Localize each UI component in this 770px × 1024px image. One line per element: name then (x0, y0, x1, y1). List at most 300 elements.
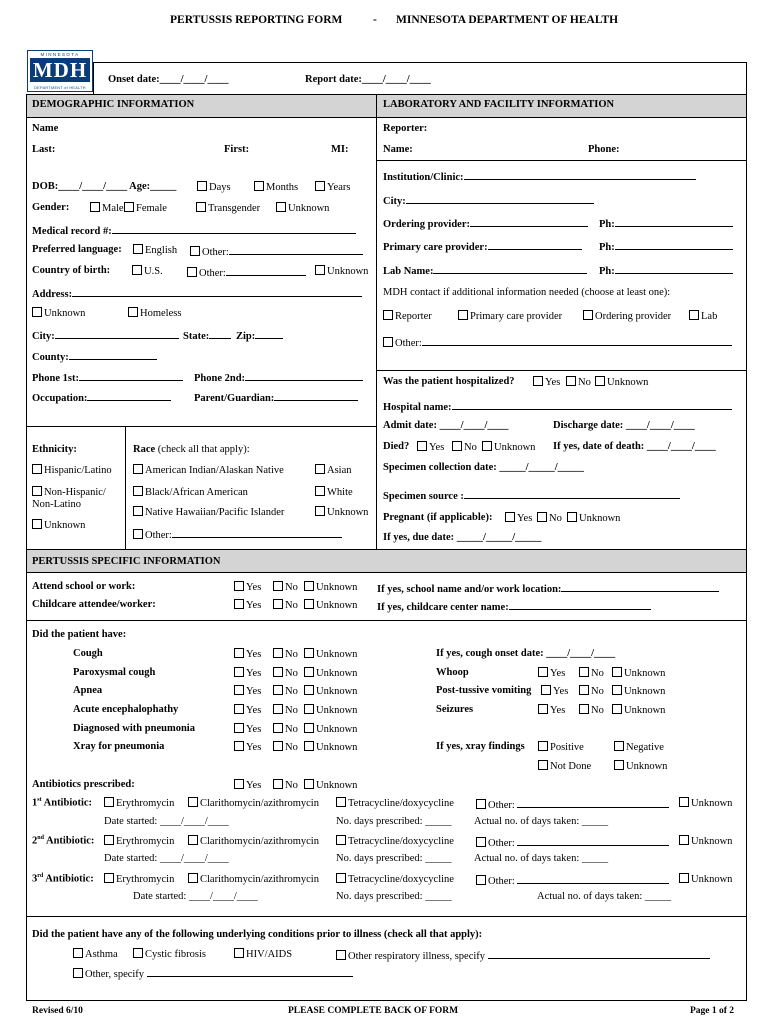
checkbox[interactable] (336, 950, 346, 960)
checkbox[interactable] (133, 244, 143, 254)
country-us-option[interactable]: U.S. (132, 265, 163, 277)
checkbox[interactable] (196, 202, 206, 212)
checkbox[interactable] (234, 723, 244, 733)
whoop-label: Whoop (436, 667, 469, 678)
symptom-label: Paroxysmal cough (73, 667, 156, 678)
line-lab-160 (376, 160, 747, 161)
line-demo-426 (26, 426, 377, 427)
checkbox[interactable] (273, 723, 283, 733)
medical-record-field[interactable]: Medical record #: (32, 223, 356, 237)
checkbox[interactable] (234, 648, 244, 658)
checkbox[interactable] (187, 267, 197, 277)
checkbox[interactable] (383, 337, 393, 347)
age-days-option[interactable]: Days (197, 181, 231, 193)
checkbox[interactable] (234, 685, 244, 695)
city-field[interactable]: City: (32, 328, 179, 342)
checkbox[interactable] (304, 704, 314, 714)
checkbox[interactable] (579, 704, 589, 714)
checkbox[interactable] (104, 797, 114, 807)
primary-care-phone[interactable]: Ph: (599, 239, 733, 253)
race-white-option[interactable]: White (315, 486, 353, 498)
occupation-field[interactable]: Occupation: (32, 390, 171, 404)
conditions-question: Did the patient have any of the following underlying conditions prior to illness (check all that apply): (32, 929, 483, 940)
symptom-no[interactable]: No (273, 704, 298, 716)
checkbox[interactable] (124, 202, 134, 212)
symptom-no[interactable]: No (273, 667, 298, 679)
checkbox[interactable] (336, 835, 346, 845)
post-tussive-unknown[interactable]: Unknown (612, 685, 665, 697)
attend-school-label: Attend school or work: (32, 581, 136, 592)
checkbox[interactable] (32, 519, 42, 529)
mi-field[interactable]: MI: (331, 144, 349, 155)
antibiotic-2-unknown[interactable]: Unknown (679, 835, 732, 847)
discharge-date-field[interactable]: Discharge date: ____/____/____ (553, 420, 695, 431)
logo-bottom-text: DEPARTMENT of HEALTH (34, 86, 86, 90)
checkbox[interactable] (234, 741, 244, 751)
xray-negative[interactable]: Negative (614, 741, 664, 753)
race-nhpi-option[interactable]: Native Hawaiian/Pacific Islander (133, 506, 284, 518)
country-of-birth-label: Country of birth: (32, 265, 111, 276)
checkbox[interactable] (538, 741, 548, 751)
symptom-unknown[interactable]: Unknown (304, 741, 357, 753)
checkbox[interactable] (505, 512, 515, 522)
checkbox[interactable] (315, 506, 325, 516)
dob-age-field[interactable]: DOB:____/____/____ Age:_____ (32, 181, 177, 192)
childcare-label: Childcare attendee/worker: (32, 599, 156, 610)
antibiotic-2-tetracycline[interactable]: Tetracycline/doxycycline (336, 835, 454, 847)
checkbox[interactable] (579, 667, 589, 677)
gender-unknown-option[interactable]: Unknown (276, 202, 329, 214)
symptom-label: Acute encephalophathy (73, 704, 179, 715)
antibiotic-3-clarithromycin[interactable]: Clarithomycin/azithromycin (188, 873, 319, 885)
antibiotic-3-unknown[interactable]: Unknown (679, 873, 732, 885)
mdh-logo (27, 50, 93, 92)
checkbox[interactable] (90, 202, 100, 212)
whoop-yes[interactable]: Yes (538, 667, 565, 679)
symptom-yes[interactable]: Yes (234, 685, 261, 697)
childcare-unknown[interactable]: Unknown (304, 599, 357, 611)
lab-heading: LABORATORY AND FACILITY INFORMATION (383, 99, 615, 110)
frame-left-top (93, 62, 94, 94)
xray-not-done[interactable]: Not Done (538, 760, 591, 772)
onset-date-field[interactable]: Onset date:____/____/____ (108, 74, 229, 85)
primary-care-field[interactable]: Primary care provider: (383, 239, 582, 253)
cough-onset-field[interactable]: If yes, cough onset date: ____/____/____ (436, 648, 616, 659)
checkbox[interactable] (188, 873, 198, 883)
race-black-option[interactable]: Black/African American (133, 486, 248, 498)
race-other-field[interactable]: Other: (133, 527, 342, 541)
childcare-no[interactable]: No (273, 599, 298, 611)
race-unknown-option[interactable]: Unknown (315, 506, 368, 518)
form-title: PERTUSSIS REPORTING FORM (170, 14, 343, 26)
antibiotic-2-other[interactable]: Other: (476, 835, 669, 849)
antibiotic-3-other[interactable]: Other: (476, 873, 669, 887)
condition-other-respiratory[interactable]: Other respiratory illness, specify (336, 948, 710, 962)
condition-hiv[interactable]: HIV/AIDS (234, 948, 292, 960)
checkbox[interactable] (133, 948, 143, 958)
institution-field[interactable]: Institution/Clinic: (383, 169, 696, 183)
died-unknown[interactable]: Unknown (482, 441, 535, 453)
checkbox[interactable] (133, 506, 143, 516)
address-homeless-option[interactable]: Homeless (128, 307, 181, 319)
antibiotics-no[interactable]: No (273, 779, 298, 791)
checkbox[interactable] (315, 265, 325, 275)
age-years-option[interactable]: Years (315, 181, 350, 193)
ethnicity-unknown-option[interactable]: Unknown (32, 519, 85, 531)
specimen-source-field[interactable]: Specimen source : (383, 488, 680, 502)
checkbox[interactable] (273, 741, 283, 751)
symptom-yes[interactable]: Yes (234, 648, 261, 660)
checkbox[interactable] (458, 310, 468, 320)
hospitalized-unknown[interactable]: Unknown (595, 376, 648, 388)
seizures-no[interactable]: No (579, 704, 604, 716)
ordering-provider-phone[interactable]: Ph: (599, 216, 733, 230)
antibiotic-2-erythromycin[interactable]: Erythromycin (104, 835, 174, 847)
frame-top (93, 62, 747, 63)
checkbox[interactable] (614, 760, 624, 770)
checkbox[interactable] (273, 685, 283, 695)
checkbox[interactable] (273, 599, 283, 609)
symptom-no[interactable]: No (273, 723, 298, 735)
checkbox[interactable] (234, 581, 244, 591)
checkbox[interactable] (612, 667, 622, 677)
reporter-name-field[interactable]: Name: (383, 144, 413, 155)
checkbox[interactable] (132, 265, 142, 275)
childcare-name-field[interactable]: If yes, childcare center name: (377, 599, 651, 613)
checkbox[interactable] (383, 310, 393, 320)
ethnicity-non-hispanic-option[interactable]: Non-Hispanic/ (32, 486, 106, 498)
checkbox[interactable] (304, 648, 314, 658)
checkbox[interactable] (452, 441, 462, 451)
checkbox[interactable] (304, 667, 314, 677)
symptom-unknown[interactable]: Unknown (304, 648, 357, 660)
contact-pcp-option[interactable]: Primary care provider (458, 310, 562, 322)
line-572 (26, 572, 747, 573)
column-divider (376, 94, 377, 549)
antibiotic-3-tetracycline[interactable]: Tetracycline/doxycycline (336, 873, 454, 885)
reporter-label: Reporter: (383, 123, 428, 134)
symptom-yes[interactable]: Yes (234, 723, 261, 735)
line-94 (26, 94, 747, 95)
checkbox[interactable] (128, 307, 138, 317)
checkbox[interactable] (541, 685, 551, 695)
checkbox[interactable] (32, 307, 42, 317)
hospitalized-no[interactable]: No (566, 376, 591, 388)
ordering-provider-field[interactable]: Ordering provider: (383, 216, 588, 230)
line-117 (26, 117, 747, 118)
symptom-unknown[interactable]: Unknown (304, 723, 357, 735)
symptom-unknown[interactable]: Unknown (304, 667, 357, 679)
checkbox[interactable] (304, 779, 314, 789)
line-lab-370 (376, 370, 747, 371)
admit-date-field[interactable]: Admit date: ____/____/____ (383, 420, 509, 431)
whoop-no[interactable]: No (579, 667, 604, 679)
xray-findings-label: If yes, xray findings (436, 741, 525, 752)
checkbox[interactable] (273, 648, 283, 658)
checkbox[interactable] (315, 486, 325, 496)
hospital-name-field[interactable]: Hospital name: (383, 399, 732, 413)
lab-phone-field[interactable]: Ph: (599, 263, 733, 277)
symptom-no[interactable]: No (273, 685, 298, 697)
symptom-label: Apnea (73, 685, 103, 696)
specimen-date-field[interactable]: Specimen collection date: _____/_____/_____ (383, 462, 584, 473)
ethnicity-non-hispanic-line2: Non-Latino (32, 499, 81, 510)
page-number: Page 1 of 2 (690, 1006, 735, 1016)
checkbox[interactable] (679, 835, 689, 845)
language-other-field[interactable]: Other: (190, 244, 363, 258)
checkbox[interactable] (133, 464, 143, 474)
checkbox[interactable] (104, 873, 114, 883)
checkbox[interactable] (104, 835, 114, 845)
gender-male-option[interactable]: Male (90, 202, 124, 214)
did-patient-have-label: Did the patient have: (32, 629, 127, 640)
race-asian-option[interactable]: Asian (315, 464, 352, 476)
antibiotic-3-actual-days[interactable]: Actual no. of days taken: _____ (537, 891, 672, 902)
checkbox[interactable] (234, 948, 244, 958)
seizures-yes[interactable]: Yes (538, 704, 565, 716)
revised-date: Revised 6/10 (32, 1006, 83, 1016)
checkbox[interactable] (133, 486, 143, 496)
checkbox[interactable] (273, 581, 283, 591)
checkbox[interactable] (336, 873, 346, 883)
report-date-field[interactable]: Report date:____/____/____ (305, 74, 431, 85)
checkbox[interactable] (538, 667, 548, 677)
zip-field[interactable]: Zip: (236, 328, 283, 342)
contact-ordering-option[interactable]: Ordering provider (583, 310, 671, 322)
antibiotic-1-tetracycline[interactable]: Tetracycline/doxycycline (336, 797, 454, 809)
hospitalized-row: Was the patient hospitalized? (383, 376, 515, 387)
seizures-unknown[interactable]: Unknown (612, 704, 665, 716)
checkbox[interactable] (482, 441, 492, 451)
checkbox[interactable] (234, 704, 244, 714)
pregnant-no[interactable]: No (537, 512, 562, 524)
checkbox[interactable] (304, 599, 314, 609)
died-no[interactable]: No (452, 441, 477, 453)
checkbox[interactable] (566, 376, 576, 386)
seizures-label: Seizures (436, 704, 474, 715)
condition-asthma[interactable]: Asthma (73, 948, 118, 960)
school-yes[interactable]: Yes (234, 581, 261, 593)
antibiotic-1-date-started[interactable]: Date started: ____/____/____ (104, 816, 229, 827)
checkbox[interactable] (315, 181, 325, 191)
checkbox[interactable] (73, 968, 83, 978)
symptom-no[interactable]: No (273, 741, 298, 753)
ethnicity-label: Ethnicity: (32, 444, 77, 455)
phone1-field[interactable]: Phone 1st: (32, 370, 183, 384)
checkbox[interactable] (538, 704, 548, 714)
date-of-death-field[interactable]: If yes, date of death: ____/____/____ (553, 441, 716, 452)
phone2-field[interactable]: Phone 2nd: (194, 370, 363, 384)
antibiotic-2-date-started[interactable]: Date started: ____/____/____ (104, 853, 229, 864)
died-row: Died? (383, 441, 410, 452)
frame-right (746, 62, 747, 1000)
checkbox[interactable] (254, 181, 264, 191)
hospitalized-yes[interactable]: Yes (533, 376, 560, 388)
checkbox[interactable] (234, 667, 244, 677)
county-field[interactable]: County: (32, 349, 157, 363)
xray-positive[interactable]: Positive (538, 741, 584, 753)
name-label: Name (32, 123, 59, 134)
checkbox[interactable] (273, 779, 283, 789)
checkbox[interactable] (612, 685, 622, 695)
country-other-field[interactable]: Other: (187, 265, 306, 279)
address-unknown-option[interactable]: Unknown (32, 307, 85, 319)
frame-left (26, 94, 27, 1000)
checkbox[interactable] (273, 667, 283, 677)
checkbox[interactable] (188, 835, 198, 845)
logo-main-text: MDH (30, 58, 90, 82)
checkbox[interactable] (234, 779, 244, 789)
checkbox[interactable] (614, 741, 624, 751)
antibiotic-3-label: 3rd Antibiotic: (32, 873, 94, 885)
antibiotics-label: Antibiotics prescribed: (32, 779, 135, 790)
antibiotic-1-erythromycin[interactable]: Erythromycin (104, 797, 174, 809)
checkbox[interactable] (315, 464, 325, 474)
state-field[interactable]: State: (183, 328, 231, 342)
checkbox[interactable] (304, 581, 314, 591)
school-no[interactable]: No (273, 581, 298, 593)
condition-cf[interactable]: Cystic fibrosis (133, 948, 206, 960)
antibiotic-3-days-prescribed[interactable]: No. days prescribed: _____ (336, 891, 452, 902)
age-months-option[interactable]: Months (254, 181, 298, 193)
demographic-heading: DEMOGRAPHIC INFORMATION (32, 99, 195, 110)
died-yes[interactable]: Yes (417, 441, 444, 453)
post-tussive-label: Post-tussive vomiting (436, 685, 532, 696)
symptom-yes[interactable]: Yes (234, 741, 261, 753)
race-label: Race (check all that apply): (133, 444, 250, 455)
contact-reporter-option[interactable]: Reporter (383, 310, 432, 322)
checkbox[interactable] (679, 873, 689, 883)
antibiotic-2-label: 2nd Antibiotic: (32, 835, 95, 847)
language-english-option[interactable]: English (133, 244, 177, 256)
checkbox[interactable] (679, 797, 689, 807)
checkbox[interactable] (538, 760, 548, 770)
symptom-unknown[interactable]: Unknown (304, 685, 357, 697)
antibiotic-1-days-prescribed[interactable]: No. days prescribed: _____ (336, 816, 452, 827)
antibiotics-yes[interactable]: Yes (234, 779, 261, 791)
antibiotic-1-label: 1st Antibiotic: (32, 797, 93, 809)
checkbox[interactable] (32, 486, 42, 496)
mdh-contact-label: MDH contact if additional information needed (choose at least one): (383, 287, 671, 298)
post-tussive-no[interactable]: No (579, 685, 604, 697)
checkbox[interactable] (73, 948, 83, 958)
gender-label: Gender: (32, 202, 70, 213)
checkbox[interactable] (533, 376, 543, 386)
line-549 (26, 549, 747, 550)
checkbox[interactable] (537, 512, 547, 522)
pregnant-yes[interactable]: Yes (505, 512, 532, 524)
pregnant-unknown[interactable]: Unknown (567, 512, 620, 524)
symptom-yes[interactable]: Yes (234, 667, 261, 679)
race-ai-option[interactable]: American Indian/Alaskan Native (133, 464, 284, 476)
antibiotics-unknown[interactable]: Unknown (304, 779, 357, 791)
antibiotic-1-other[interactable]: Other: (476, 797, 669, 811)
checkbox[interactable] (234, 599, 244, 609)
country-unknown-option[interactable]: Unknown (315, 265, 368, 277)
childcare-yes[interactable]: Yes (234, 599, 261, 611)
checkbox[interactable] (304, 685, 314, 695)
checkbox[interactable] (32, 464, 42, 474)
checkbox[interactable] (579, 685, 589, 695)
gender-transgender-option[interactable]: Transgender (196, 202, 260, 214)
post-tussive-yes[interactable]: Yes (541, 685, 568, 697)
antibiotic-1-clarithromycin[interactable]: Clarithomycin/azithromycin (188, 797, 319, 809)
line-620 (26, 620, 747, 621)
preferred-language-row: Preferred language: (32, 244, 122, 255)
checkbox[interactable] (476, 799, 486, 809)
antibiotic-1-actual-days[interactable]: Actual no. of days taken: _____ (474, 816, 609, 827)
antibiotic-3-erythromycin[interactable]: Erythromycin (104, 873, 174, 885)
checkbox[interactable] (689, 310, 699, 320)
school-location-field[interactable]: If yes, school name and/or work location: (377, 581, 719, 595)
antibiotic-3-date-started[interactable]: Date started: ____/____/____ (133, 891, 258, 902)
checkbox[interactable] (304, 723, 314, 733)
antibiotic-2-days-prescribed[interactable]: No. days prescribed: _____ (336, 853, 452, 864)
parent-guardian-field[interactable]: Parent/Guardian: (194, 390, 358, 404)
symptom-unknown[interactable]: Unknown (304, 704, 357, 716)
title-separator: - (373, 14, 377, 26)
checkbox[interactable] (417, 441, 427, 451)
checkbox[interactable] (567, 512, 577, 522)
checkbox[interactable] (133, 529, 143, 539)
checkbox[interactable] (476, 875, 486, 885)
symptom-label: Cough (73, 648, 103, 659)
xray-unknown[interactable]: Unknown (614, 760, 667, 772)
line-916 (26, 916, 747, 917)
gender-female-option[interactable]: Female (124, 202, 167, 214)
contact-lab-option[interactable]: Lab (689, 310, 717, 322)
symptom-label: Xray for pneumonia (73, 741, 165, 752)
whoop-unknown[interactable]: Unknown (612, 667, 665, 679)
last-name-field[interactable]: Last: (32, 144, 56, 155)
checkbox[interactable] (476, 837, 486, 847)
school-unknown[interactable]: Unknown (304, 581, 357, 593)
condition-other[interactable]: Other, specify (73, 966, 353, 980)
ethnicity-hispanic-option[interactable]: Hispanic/Latino (32, 464, 112, 476)
due-date-field[interactable]: If yes, due date: _____/_____/_____ (383, 532, 542, 543)
checkbox[interactable] (583, 310, 593, 320)
pertussis-heading: PERTUSSIS SPECIFIC INFORMATION (32, 556, 221, 567)
contact-other-field[interactable]: Other: (383, 335, 732, 349)
symptom-yes[interactable]: Yes (234, 704, 261, 716)
checkbox[interactable] (197, 181, 207, 191)
checkbox[interactable] (276, 202, 286, 212)
symptom-label: Diagnosed with pneumonia (73, 723, 195, 734)
lab-name-field[interactable]: Lab Name: (383, 263, 587, 277)
pregnant-row: Pregnant (if applicable): (383, 512, 493, 523)
checkbox[interactable] (188, 797, 198, 807)
antibiotic-1-unknown[interactable]: Unknown (679, 797, 732, 809)
frame-bottom (26, 1000, 747, 1001)
checkbox[interactable] (273, 704, 283, 714)
checkbox[interactable] (304, 741, 314, 751)
checkbox[interactable] (612, 704, 622, 714)
checkbox[interactable] (336, 797, 346, 807)
antibiotic-2-clarithromycin[interactable]: Clarithomycin/azithromycin (188, 835, 319, 847)
ethnicity-race-divider (125, 426, 126, 549)
logo-top-text: MINNESOTA (40, 52, 80, 57)
antibiotic-2-actual-days[interactable]: Actual no. of days taken: _____ (474, 853, 609, 864)
address-field[interactable]: Address: (32, 286, 362, 300)
lab-city-field[interactable]: City: (383, 193, 594, 207)
agency-name: MINNESOTA DEPARTMENT OF HEALTH (396, 14, 619, 26)
checkbox[interactable] (595, 376, 605, 386)
complete-back-note: PLEASE COMPLETE BACK OF FORM (288, 1006, 459, 1016)
first-name-field[interactable]: First: (224, 144, 250, 155)
symptom-no[interactable]: No (273, 648, 298, 660)
checkbox[interactable] (190, 246, 200, 256)
reporter-phone-field[interactable]: Phone: (588, 144, 620, 155)
